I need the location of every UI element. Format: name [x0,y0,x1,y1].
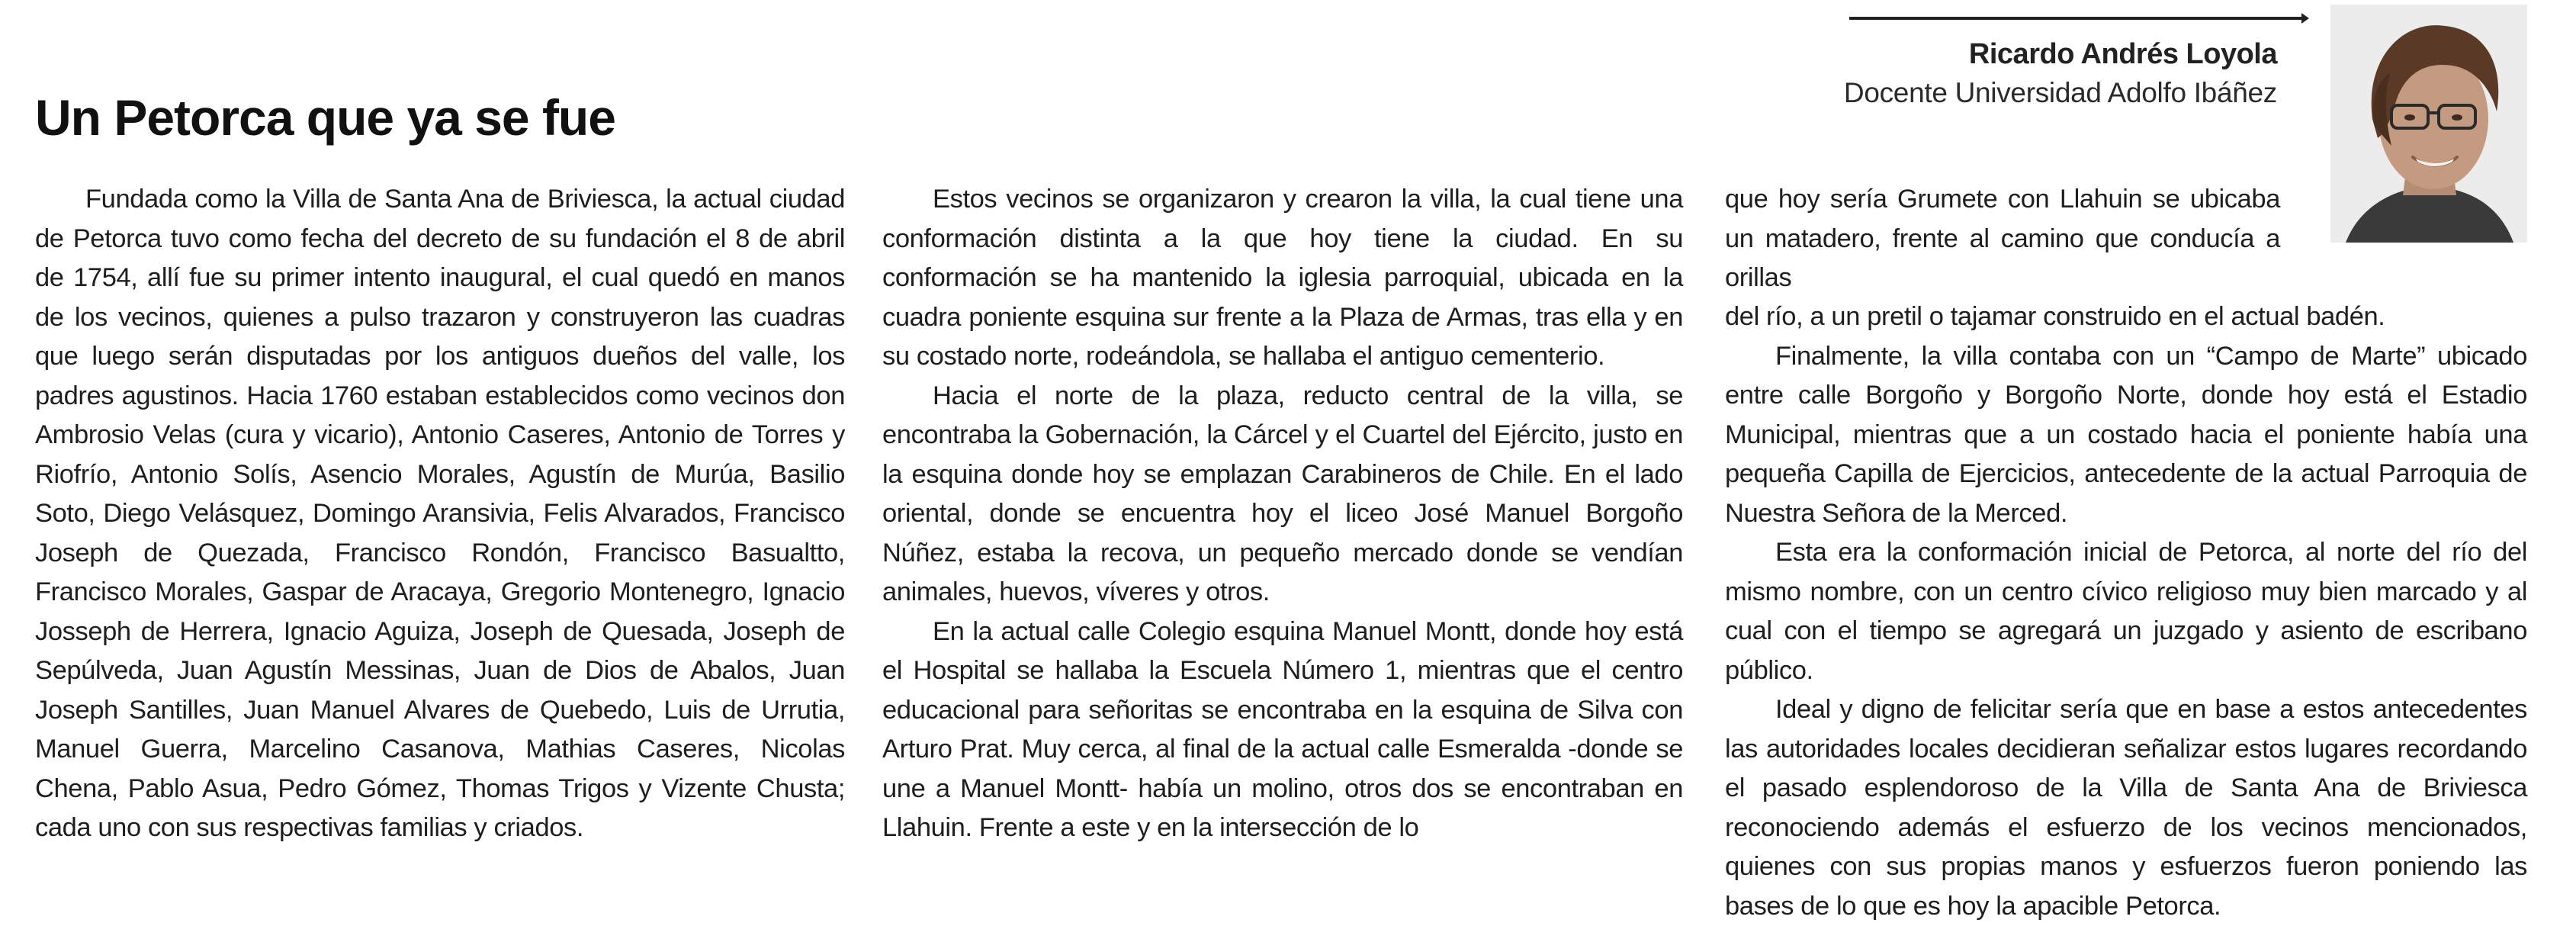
article-paragraph: Esta era la conformación inicial de Petorca, al norte del río del mismo nombre, con un centro cívico religioso muy bien marcado y al cual con el tiempo se agregará un juzgado y asiento de escribano público. [1725,538,2527,685]
author-name: Ricardo Andrés Loyola [1968,38,2277,70]
byline-rule [1849,17,2303,20]
article-paragraph: En la actual calle Colegio esquina Manuel Montt, donde hoy está el Hospital se hallaba la Escuela Número 1, mientras que el centro educacional para señoritas se encontraba en la esquina de Silva con Arturo Prat. Muy cerca, al final de la actual calle Esmeralda -donde se une a Manuel Montt- había un molino, otros dos se encontraban en Llahuin. Frente a este y en la intersección de lo [882,616,1683,842]
article-paragraph: Hacia el norte de la plaza, reducto central de la villa, se encontraba la Gobernación, la Cárcel y el Cuartel del Ejército, justo en la esquina donde hoy se emplazan Carabineros de Chile. En el lado oriental, donde se encuentra hoy el liceo José Manuel Borgoño Núñez, estaba la recova, un pequeño mercado donde se vendían animales, huevos, víveres y otros. [882,381,1683,606]
article-paragraph-continued: del río, a un pretil o tajamar construido en el actual badén. [1725,302,2385,331]
article-paragraph: Fundada como la Villa de Santa Ana de Briviesca, la actual ciudad de Petorca tuvo como fecha del decreto de su fundación el 8 de abril de 1754, allí fue su primer intento inaugural, el cual quedó en manos de los vecinos, quienes a pulso trazaron y construyeron las cuadras que luego serán disputadas por los antiguos dueños del valle, los padres agustinos. Hacia 1760 estaban establecidos como vecinos don Ambrosio Velas (cura y vicario), Antonio Caseres, Antonio de Torres y Riofrío, Antonio Solís, Asencio Morales, Agustín de Murúa, Basilio Soto, Diego Velásquez, Domingo Aransivia, Felis Alvarados, Francisco Joseph de Quezada, Francisco Rondón, Francisco Basualtto, Francisco Morales, Gaspar de Aracaya, Gregorio Montenegro, Ignacio Josseph de Herrera, Ignacio Aguiza, Joseph de Quesada, Joseph de Sepúlveda, Juan Agustín Messinas, Juan de Dios de Abalos, Juan Joseph Santilles, Juan Manuel Alvares de Quebedo, Luis de Urrutia, Manuel Guerra, Marcelino Casanova, Mathias Caseres, Nicolas Chena, Pablo Asua, Pedro Gómez, Thomas Trigos y Vizente Chusta; cada uno con sus respectivas familias y criados. [35,185,845,842]
article-column-3 [1725,297,2527,926]
article-paragraph: Ideal y digno de felicitar sería que en base a estos antecedentes las autoridades locales decidieran señalizar estos lugares recordando el pasado esplendoroso de la Villa de Santa Ana de Briviesca reconociendo además el esfuerzo de los vecinos mencionados, quienes con sus propias manos y esfuerzos fueron poniendo las bases de lo que es hoy la apacible Petorca. [1725,695,2527,921]
article-column-3-top [1725,180,2280,298]
article-paragraph: Finalmente, la villa contaba con un “Campo de Marte” ubicado entre calle Borgoño y Borgoño Norte, donde hoy está el Estadio Municipal, mientras que a un costado hacia el poniente había una pequeña Capilla de Ejercicios, antecedente de la actual Parroquia de Nuestra Señora de la Merced. [1725,341,2527,528]
byline [1844,35,2277,113]
byline-rule-arrow [2301,13,2309,24]
author-portrait-image [2330,5,2527,243]
author-role: Docente Universidad Adolfo Ibáñez [1843,77,2277,108]
article-paragraph: Estos vecinos se organizaron y crearon la villa, la cual tiene una conformación distinta a la que hoy tiene la ciudad. En su conformación se ha mantenido la iglesia parroquial, ubicada en la cuadra poniente esquina sur frente a la Plaza de Armas, tras ella y en su costado norte, rodeándola, se hallaba el antiguo cementerio. [882,185,1683,371]
headline: Un Petorca que ya se fue [35,89,615,146]
article-column-2 [882,180,1683,848]
article-paragraph-continued: que hoy sería Grumete con Llahuin se ubicaba un matadero, frente al camino que conducía a orillas [1725,185,2280,292]
author-photo [2330,5,2527,243]
article-column-1 [35,180,845,848]
